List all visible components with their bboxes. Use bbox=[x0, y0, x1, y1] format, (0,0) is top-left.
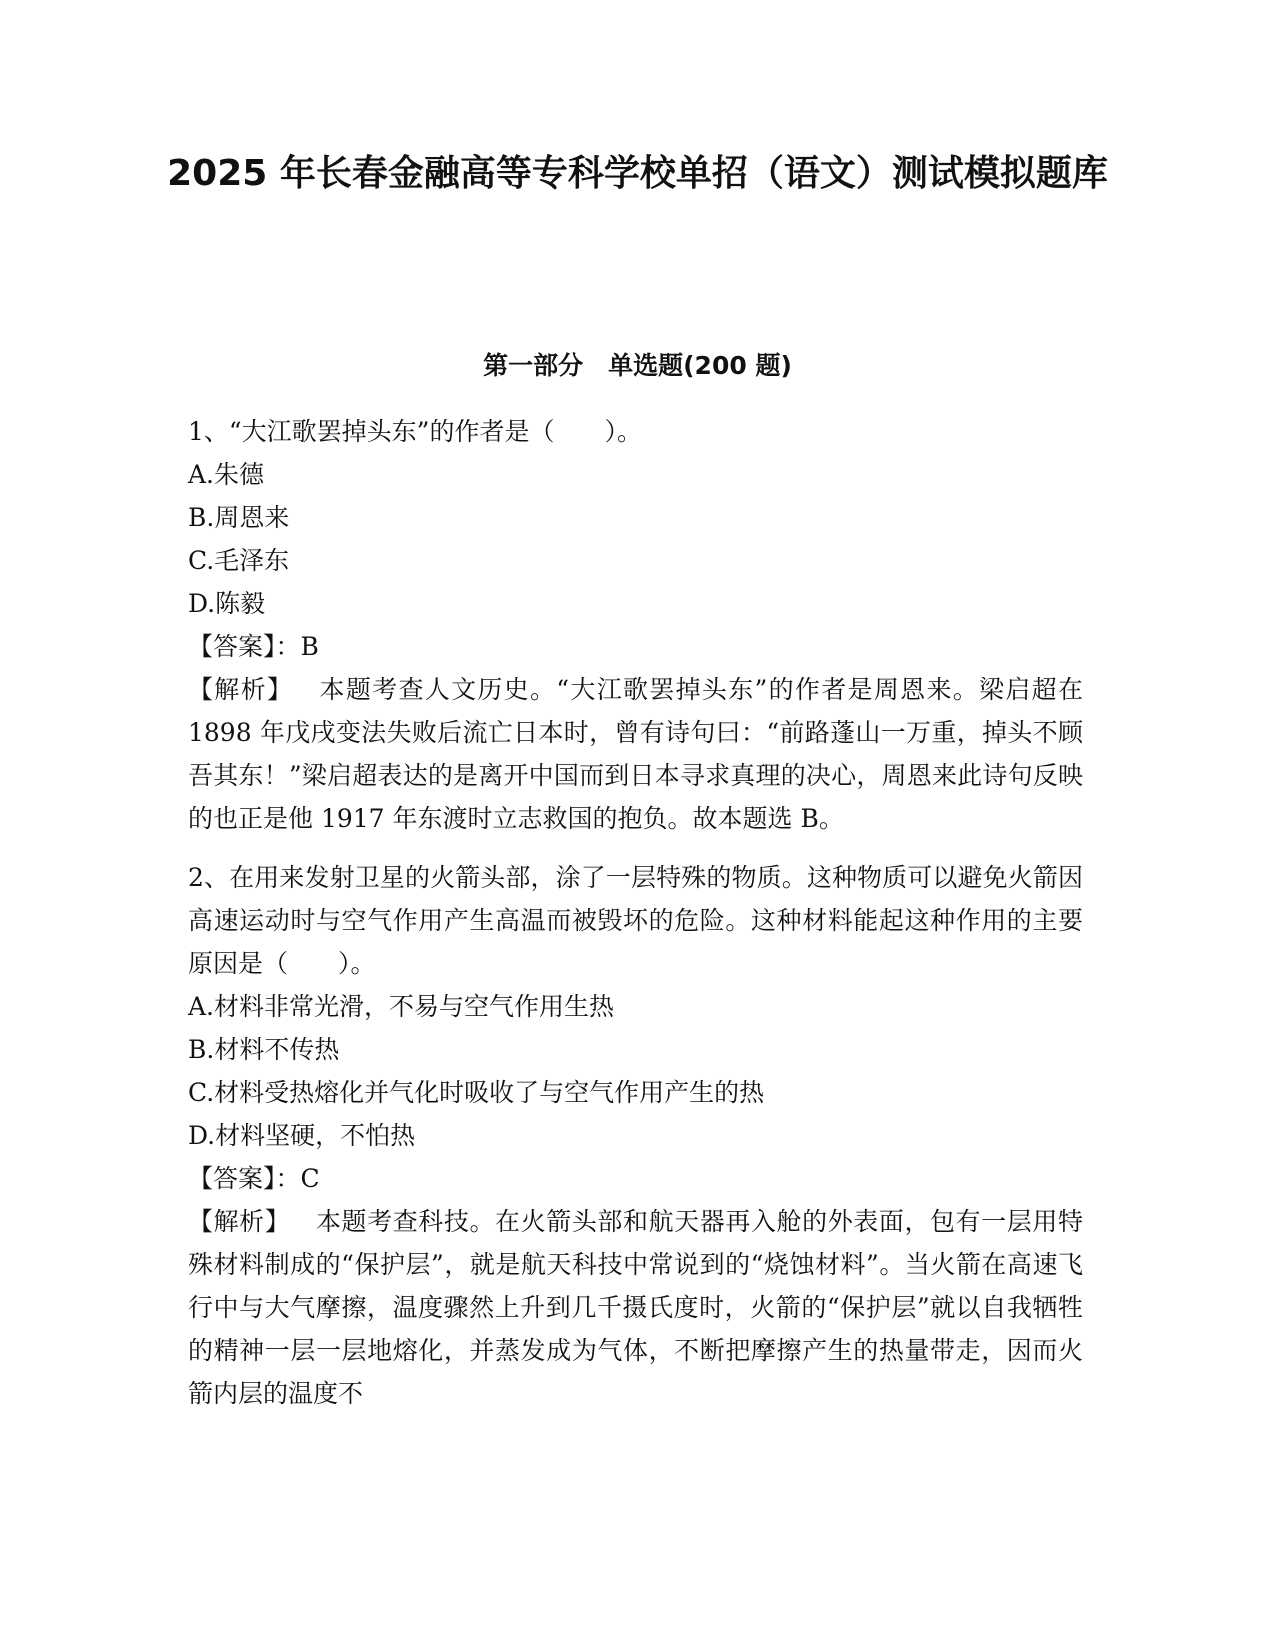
question-item bbox=[188, 410, 1083, 840]
option-b: B.周恩来 bbox=[188, 503, 290, 532]
answer-label: 【答案】： bbox=[188, 1164, 301, 1193]
question-item bbox=[188, 856, 1083, 1415]
option-d: D.陈毅 bbox=[188, 589, 266, 618]
analysis-text: 本题考查人文历史。“大江歌罢掉头东”的作者是周恩来。梁启超在 1898 年戊戌变法失败后流亡日本时，曾有诗句曰：“前路蓬山一万重，掉头不顾吾其东！”梁启超表达的是离开中国而到日本寻求真理的决心，周恩来此诗句反映的也正是他 1917 年东渡时立志救国的抱负。故本题选 B。 bbox=[188, 675, 1083, 833]
option-c: C.材料受热熔化并气化时吸收了与空气作用产生的热 bbox=[188, 1078, 765, 1107]
analysis-label: 【解析】 bbox=[188, 1207, 291, 1236]
answer-label: 【答案】： bbox=[188, 632, 301, 661]
option-c: C.毛泽东 bbox=[188, 546, 290, 575]
option-b: B.材料不传热 bbox=[188, 1035, 340, 1064]
question-list bbox=[188, 410, 1083, 1431]
analysis-paragraph bbox=[188, 1200, 1083, 1415]
document-title: 2025 年长春金融高等专科学校单招（语文）测试模拟题库 bbox=[167, 153, 1108, 194]
option-d: D.材料坚硬，不怕热 bbox=[188, 1121, 416, 1150]
section-heading: 第一部分 单选题(200 题) bbox=[483, 351, 792, 380]
analysis-paragraph bbox=[188, 668, 1083, 840]
answer-value: C bbox=[300, 1164, 320, 1193]
answer-line bbox=[188, 625, 1083, 668]
option-a: A.朱德 bbox=[188, 460, 265, 489]
question-stem: 2、在用来发射卫星的火箭头部，涂了一层特殊的物质。这种物质可以避免火箭因高速运动时与空气作用产生高温而被毁坏的危险。这种材料能起这种作用的主要原因是（ ）。 bbox=[188, 863, 1083, 978]
answer-line bbox=[188, 1157, 1083, 1200]
analysis-label: 【解析】 bbox=[188, 675, 294, 704]
option-a: A.材料非常光滑，不易与空气作用生热 bbox=[188, 992, 615, 1021]
analysis-text: 本题考查科技。在火箭头部和航天器再入舱的外表面，包有一层用特殊材料制成的“保护层”，就是航天科技中常说到的“烧蚀材料”。当火箭在高速飞行中与大气摩擦，温度骤然上升到几千摄氏度时，火箭的“保护层”就以自我牺牲的精神一层一层地熔化，并蒸发成为气体，不断把摩擦产生的热量带走，因而火箭内层的温度不 bbox=[188, 1207, 1083, 1408]
answer-value: B bbox=[300, 632, 319, 661]
question-stem: 1、“大江歌罢掉头东”的作者是（ ）。 bbox=[188, 417, 642, 446]
